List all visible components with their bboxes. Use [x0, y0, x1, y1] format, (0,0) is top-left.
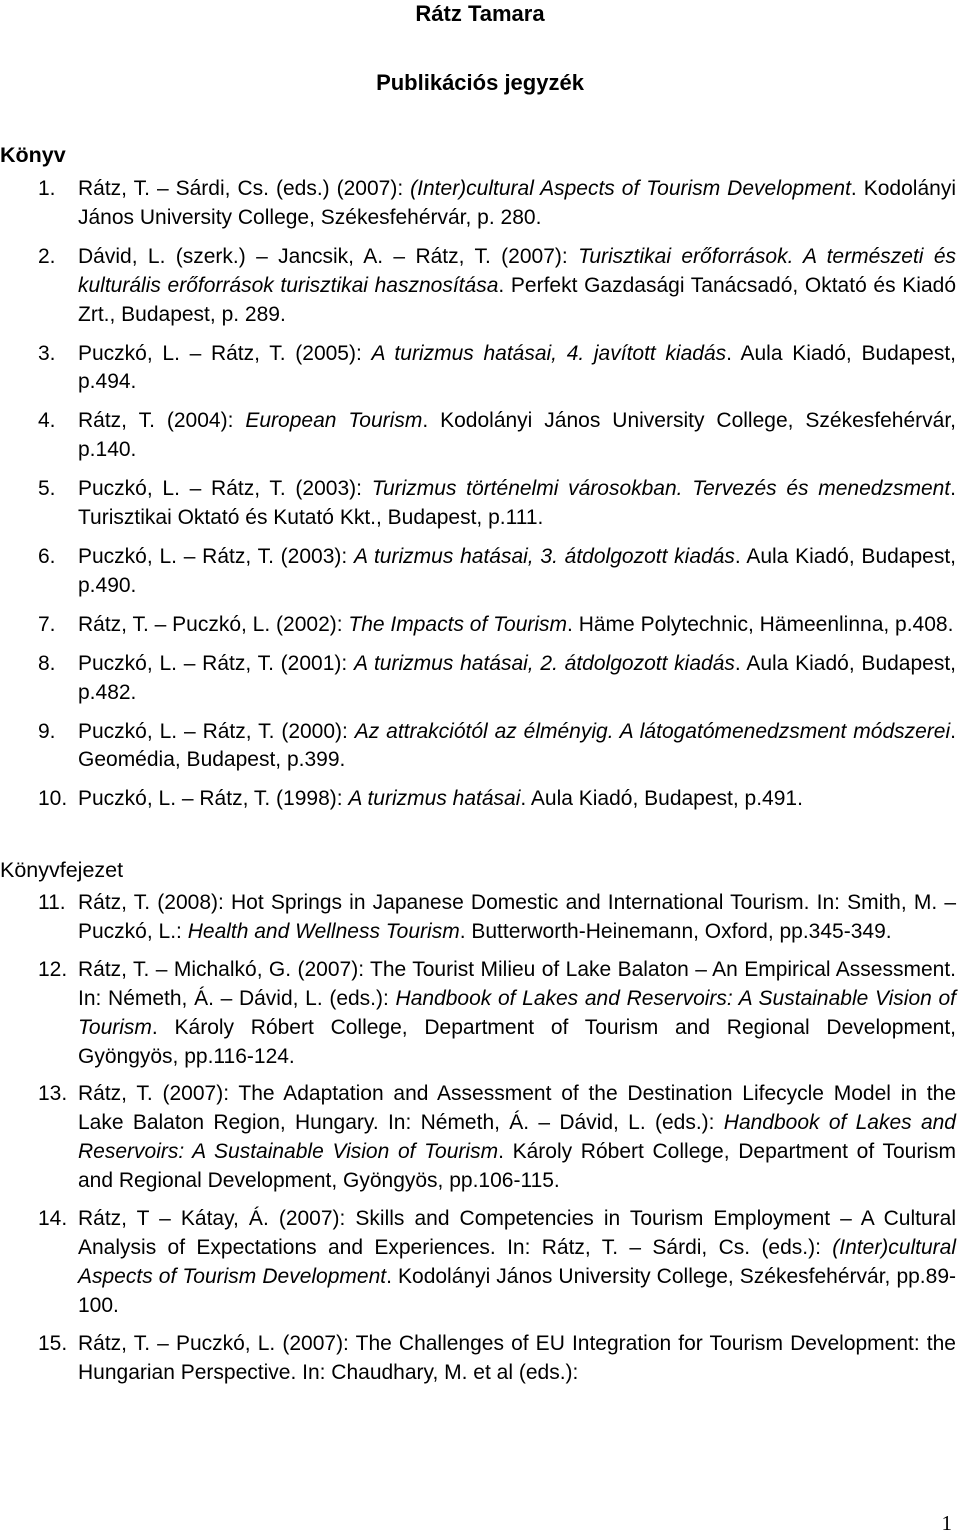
publication-number: 1. — [38, 177, 56, 200]
publication-text: . Károly Róbert College, Department of Tourism and Regional Development, Gyöngyös, pp.116-124. — [78, 1015, 956, 1068]
publication-title: European Tourism — [245, 409, 423, 433]
publication-number: 9. — [38, 719, 56, 743]
author-name: Rátz Tamara — [415, 1, 545, 26]
publication-item — [0, 650, 960, 708]
publication-item — [0, 1080, 960, 1196]
publication-text: . Aula Kiadó, Budapest, p.491. — [520, 787, 803, 811]
publication-text: Rátz, T. (2008): Hot Springs in Japanese Domestic and International Tourism. In: Smith, M. – Puczkó, L.: — [78, 891, 956, 943]
publication-text: . Geomédia, Budapest, p.399. — [78, 719, 956, 772]
publication-text: . Kodolányi János University College, Székesfehérvár, pp.89-100. — [78, 1264, 956, 1317]
publication-title: Az attrakciótól az élményig. A látogatómenedzsment módszerei — [354, 719, 951, 743]
publication-text: Puczkó, L. – Rátz, T. (2000): — [78, 719, 355, 743]
publication-text: Rátz, T. – Puczkó, L. (2002): — [78, 612, 349, 636]
publication-title: Handbook of Lakes and Reservoirs: A Sustainable Vision of Tourism — [78, 1111, 956, 1164]
publication-number: 6. — [38, 544, 56, 568]
publication-text: Puczkó, L. – Rátz, T. (2003): — [78, 544, 354, 568]
publication-list-chapters — [0, 889, 960, 1388]
page-heading: Publikációs jegyzék — [376, 70, 584, 95]
publication-list-books — [0, 175, 960, 814]
publication-item — [0, 340, 960, 398]
publication-title: A turizmus hatásai, 4. javított kiadás — [371, 341, 727, 365]
section-title-konyvfejezet: Könyvfejezet — [0, 858, 124, 882]
publication-text: . Károly Róbert College, Department of Tourism and Regional Development, Gyöngyös, pp.106-115. — [78, 1140, 956, 1193]
publication-text: Dávid, L. (szerk.) – Jancsik, A. – Rátz, T. (2007): — [78, 244, 579, 268]
publication-text: . Kodolányi János University College, Székesfehérvár, p. 280. — [78, 177, 956, 229]
publication-item — [0, 543, 960, 601]
publication-number: 13. — [38, 1082, 68, 1106]
publication-item — [0, 475, 960, 533]
publication-title: (Inter)cultural Aspects of Tourism Development — [78, 1235, 956, 1288]
publication-number: 10. — [38, 787, 68, 811]
publication-number: 12. — [38, 957, 68, 981]
publication-number: 2. — [38, 244, 56, 268]
publication-title: The Impacts of Tourism — [348, 612, 568, 636]
page-number: 1 — [941, 1511, 952, 1535]
publication-number: 11. — [38, 891, 66, 914]
publication-title: A turizmus hatásai, 3. átdolgozott kiadás — [353, 544, 735, 568]
publication-title: A turizmus hatásai, 2. átdolgozott kiadás — [353, 651, 735, 675]
publication-item — [0, 407, 960, 465]
publication-text: Rátz, T. – Sárdi, Cs. (eds.) (2007): — [78, 177, 411, 200]
publication-text: Rátz, T. – Michalkó, G. (2007): The Tourist Milieu of Lake Balaton – An Empirical Assessment. In: Németh, Á. – Dávid, L. (eds.): — [78, 957, 956, 1010]
publication-text: Puczkó, L. – Rátz, T. (2003): — [78, 477, 372, 501]
publication-text: . Aula Kiadó, Budapest, p.490. — [78, 544, 957, 597]
publication-text: Puczkó, L. – Rátz, T. (2001): — [78, 651, 354, 675]
publication-title: Turisztikai erőforrások. A természeti és kulturális erőforrások turisztikai hasznosítása — [78, 244, 956, 297]
publication-text: . Perfekt Gazdasági Tanácsadó, Oktató és Kiadó Zrt., Budapest, p. 289. — [78, 273, 956, 326]
publication-text: . Häme Polytechnic, Hämeenlinna, p.408. — [567, 612, 954, 636]
publication-text: . Turisztikai Oktató és Kutató Kkt., Budapest, p.111. — [78, 477, 956, 530]
publication-title: Handbook of Lakes and Reservoirs: A Sustainable Vision of Tourism — [78, 986, 956, 1039]
publication-title: Turizmus történelmi városokban. Tervezés és menedzsment — [371, 477, 951, 501]
publication-text: Rátz, T. – Puczkó, L. (2007): The Challenges of EU Integration for Tourism Development: the Hungarian Perspective. In: Chaudhary, M. et al (eds.): — [78, 1331, 956, 1384]
publication-text: Rátz, T. (2004): — [78, 409, 246, 433]
publication-item — [0, 718, 960, 776]
publication-title: Health and Wellness Tourism — [187, 919, 460, 943]
publication-text: . Butterworth-Heinemann, Oxford, pp.345-349. — [459, 919, 892, 943]
publication-text: . Aula Kiadó, Budapest, p.482. — [78, 651, 957, 704]
publication-item — [0, 1330, 960, 1388]
publication-item — [0, 175, 960, 233]
publication-title: (Inter)cultural Aspects of Tourism Development — [410, 177, 851, 200]
publication-item — [0, 785, 960, 814]
publication-number: 8. — [38, 651, 56, 675]
publication-number: 7. — [38, 612, 56, 636]
publication-number: 15. — [38, 1331, 68, 1355]
publication-text: Puczkó, L. – Rátz, T. (2005): — [78, 341, 372, 365]
publication-item — [0, 243, 960, 330]
publication-item — [0, 889, 960, 947]
publication-title: A turizmus hatásai — [348, 787, 521, 811]
section-title-konyv: Könyv — [0, 143, 66, 167]
publication-text: . Aula Kiadó, Budapest, p.494. — [78, 341, 957, 394]
publication-item — [0, 611, 960, 640]
publication-number: 5. — [38, 477, 56, 501]
publication-text: Rátz, T. (2007): The Adaptation and Assessment of the Destination Lifecycle Model in the Lake Balaton Region, Hungary. In: Németh, Á. – Dávid, L. (eds.): — [78, 1082, 956, 1135]
publication-number: 14. — [38, 1207, 68, 1231]
publication-text: Rátz, T – Kátay, Á. (2007): Skills and Competencies in Tourism Employment – A Cultural Analysis of Expectations and Experiences. In: Rátz, T. – Sárdi, Cs. (eds.): — [78, 1207, 956, 1259]
publication-item — [0, 956, 960, 1072]
publication-number: 3. — [38, 341, 56, 365]
publication-text: . Kodolányi János University College, Székesfehérvár, p.140. — [78, 409, 957, 462]
publication-item — [0, 1205, 960, 1321]
publication-text: Puczkó, L. – Rátz, T. (1998): — [78, 787, 349, 811]
publication-number: 4. — [38, 409, 56, 433]
